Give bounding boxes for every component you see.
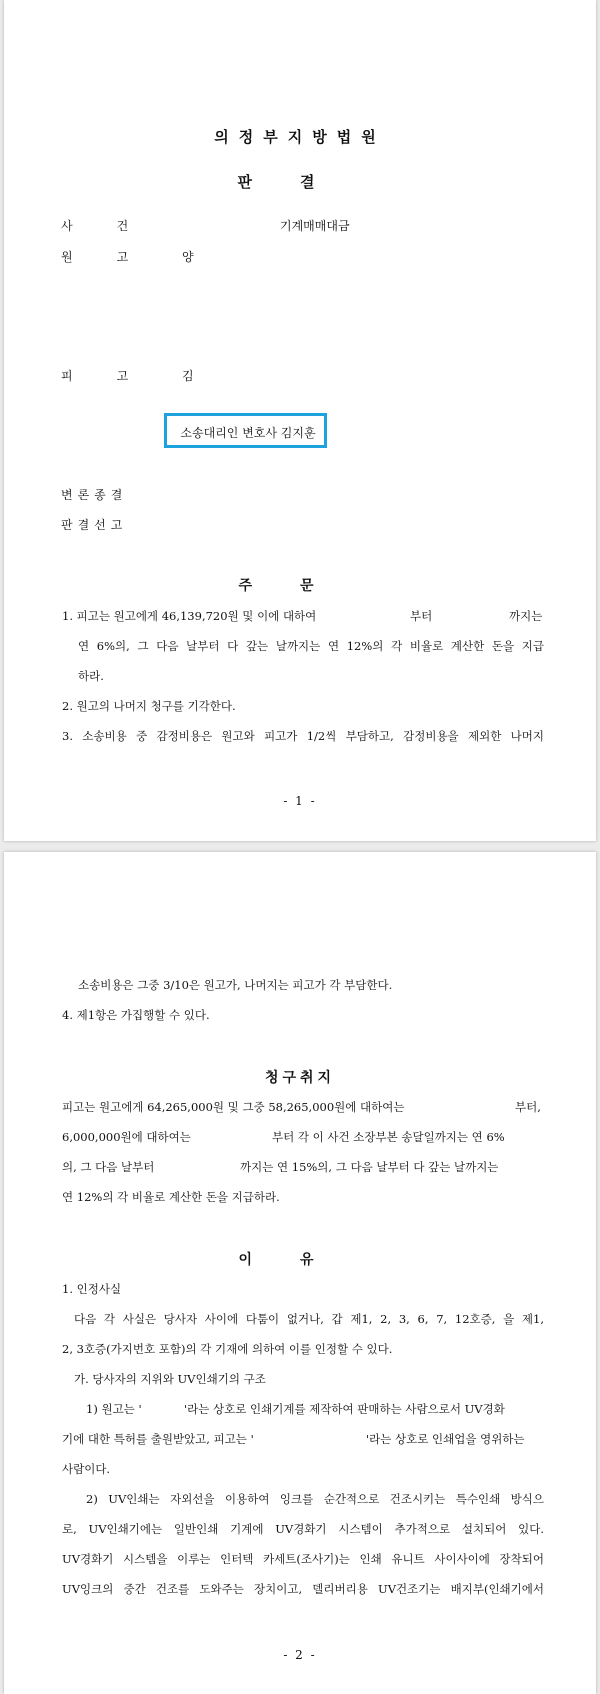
document-page-1 <box>4 0 596 841</box>
reason-line-4: 가. 당사자의 지위와 UV인쇄기의 구조 <box>74 1372 266 1386</box>
claim-line-2-b: 부터 각 이 사건 소장부본 송달일까지는 연 6% <box>272 1130 505 1144</box>
reason-line-10: UV경화기 시스템을 이루는 인터텍 카세트(조사기)는 인쇄 유니트 사이사이에 장착되어 <box>62 1552 544 1566</box>
sentence-date-label: 판결선고 <box>61 518 128 532</box>
reason-line-6-a: 기에 대한 특허를 출원받았고, 피고는 ' <box>62 1432 254 1446</box>
order-item-3: 3. 소송비용 중 감정비용은 원고와 피고가 1/2씩 부담하고, 감정비용을 제외한 나머지 <box>62 729 544 743</box>
claim-line-2-a: 6,000,000원에 대하여는 <box>62 1130 191 1144</box>
document-title: 판결 <box>237 173 363 191</box>
reason-heading: 이유 <box>238 1252 362 1268</box>
order-item-1-text-b: 부터 <box>410 609 433 623</box>
order-item-1-text-a: 1. 피고는 원고에게 46,139,720원 및 이에 대하여 <box>62 609 317 623</box>
order-item-3-continued: 소송비용은 그중 3/10은 원고가, 나머지는 피고가 각 부담한다. <box>78 978 393 992</box>
reason-line-6-b: '라는 상호로 인쇄업을 영위하는 <box>366 1432 525 1446</box>
reason-line-1: 1. 인정사실 <box>62 1282 122 1296</box>
order-item-4: 4. 제1항은 가집행할 수 있다. <box>62 1008 210 1022</box>
reason-line-2: 다음 각 사실은 당사자 사이에 다툼이 없거나, 갑 제1, 2, 3, 6, 7, 12호증, 을 제1, <box>74 1312 544 1326</box>
page-number: - 2 - <box>283 1648 317 1662</box>
case-value: 기계매매대금 <box>280 219 350 233</box>
plaintiff-label: 원고 <box>61 250 173 264</box>
reason-line-8-wrap <box>86 1492 544 1507</box>
reason-line-11-wrap <box>62 1582 544 1597</box>
order-heading: 주문 <box>238 578 362 594</box>
document-page-2 <box>4 852 596 1694</box>
reason-line-3: 2, 3호증(가지번호 포함)의 각 기재에 의하여 이를 인정할 수 있다. <box>62 1342 393 1356</box>
page-number: - 1 - <box>283 794 317 808</box>
plaintiff-value: 양 <box>182 250 194 264</box>
counsel-name: 소송대리인 변호사 김지훈 <box>180 426 316 440</box>
court-name: 의정부지방법원 <box>214 128 386 146</box>
order-item-1-text-c: 까지는 <box>509 609 543 623</box>
defendant-value: 김 <box>182 369 194 383</box>
defendant-label: 피고 <box>61 369 173 383</box>
order-item-2: 2. 원고의 나머지 청구를 기각한다. <box>62 699 236 713</box>
reason-line-9: 로, UV인쇄기에는 일반인쇄 기계에 UV경화기 시스템이 추가적으로 설치되어 있다. <box>62 1522 544 1536</box>
claim-line-1-b: 부터, <box>515 1100 541 1114</box>
order-item-1-line-2-wrap <box>78 639 544 654</box>
order-item-3-wrap <box>62 729 544 744</box>
claim-heading: 청구취지 <box>264 1070 336 1086</box>
reason-line-9-wrap <box>62 1522 544 1537</box>
reason-line-7: 사람이다. <box>62 1462 111 1476</box>
closing-date-label: 변론종결 <box>61 488 128 502</box>
claim-line-4: 연 12%의 각 비율로 계산한 돈을 지급하라. <box>62 1190 280 1204</box>
order-item-1-line-3: 하라. <box>78 669 104 683</box>
order-item-1-line-2: 연 6%의, 그 다음 날부터 다 갚는 날까지는 연 12%의 각 비율로 계산한 돈을 지급 <box>78 639 544 653</box>
claim-line-1-a: 피고는 원고에게 64,265,000원 및 그중 58,265,000원에 대하여는 <box>62 1100 405 1114</box>
claim-line-3-b: 까지는 연 15%의, 그 다음 날부터 다 갚는 날까지는 <box>240 1160 499 1174</box>
claim-line-3-a: 의, 그 다음 날부터 <box>62 1160 155 1174</box>
reason-line-5-a: 1) 원고는 ' <box>86 1402 142 1416</box>
reason-line-2-wrap <box>74 1312 544 1327</box>
reason-line-5-b: '라는 상호로 인쇄기계를 제작하여 판매하는 사람으로서 UV경화 <box>184 1402 505 1416</box>
reason-line-8: 2) UV인쇄는 자외선을 이용하여 잉크를 순간적으로 건조시키는 특수인쇄 방식으 <box>86 1492 544 1506</box>
reason-line-11: UV잉크의 중간 건조를 도와주는 장치이고, 델리버리용 UV건조기는 배지부(인쇄기에서 <box>62 1582 544 1596</box>
reason-line-10-wrap <box>62 1552 544 1567</box>
case-label: 사건 <box>61 219 173 233</box>
